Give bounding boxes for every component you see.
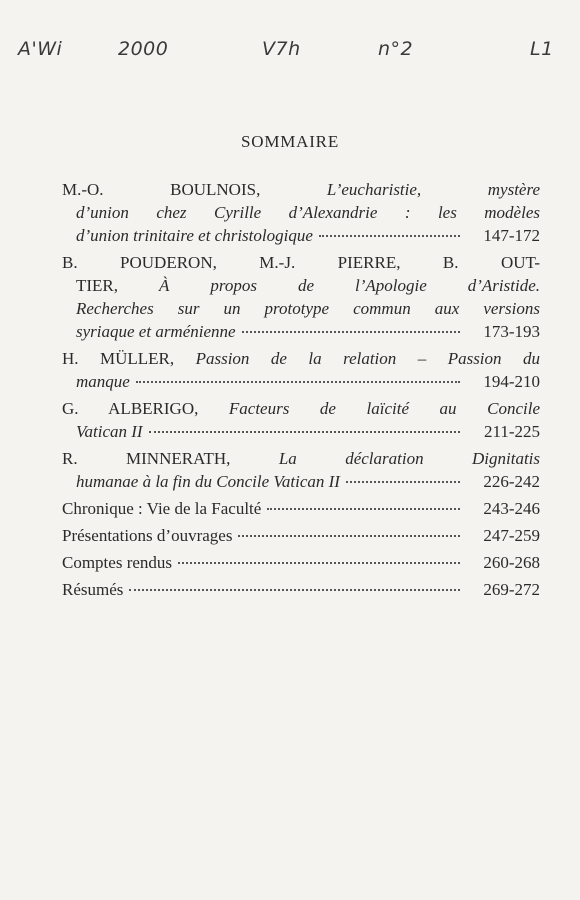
toc-line	[62, 551, 540, 574]
handwritten-issue: n°2	[378, 38, 414, 60]
toc-line-text	[62, 349, 540, 368]
toc-line	[62, 447, 540, 470]
page-range: 194-210	[483, 372, 540, 391]
page-range: 269-272	[483, 580, 540, 599]
toc-line-text	[62, 578, 123, 601]
dot-leader	[346, 481, 460, 483]
toc-entry	[62, 578, 540, 601]
toc-line-text	[76, 276, 540, 295]
toc-entry	[62, 397, 540, 443]
page-title: SOMMAIRE	[240, 132, 340, 151]
dot-leader	[136, 381, 460, 383]
toc-author: Présentations d’ouvrages	[62, 526, 233, 545]
toc-line	[62, 578, 540, 601]
toc-line-text	[76, 224, 313, 247]
page-range: 243-246	[483, 499, 540, 518]
toc-line-text	[76, 320, 236, 343]
toc-author: H. MÜLLER,	[62, 349, 175, 368]
toc-article-title: Facteurs de laïcité au Concile	[228, 399, 540, 418]
toc-line	[62, 274, 540, 297]
handwritten-year: 2000	[118, 38, 169, 60]
toc-article-title: L’eucharistie, mystère	[326, 180, 540, 199]
page-range: 147-172	[483, 226, 540, 245]
toc-line	[62, 178, 540, 201]
page-range: 260-268	[483, 553, 540, 572]
toc-line	[62, 347, 540, 370]
dot-leader	[178, 562, 460, 564]
toc-line	[62, 370, 540, 393]
dot-leader	[242, 331, 460, 333]
dot-leader	[267, 508, 460, 510]
toc-article-title: Recherches sur un prototype commun aux versions	[76, 299, 540, 318]
toc-line	[62, 297, 540, 320]
toc-author: M.-O. BOULNOIS,	[62, 180, 261, 199]
toc-line	[62, 201, 540, 224]
toc-line-text	[62, 497, 261, 520]
table-of-contents	[62, 178, 540, 605]
toc-line	[62, 470, 540, 493]
toc-line	[62, 497, 540, 520]
dot-leader	[319, 235, 460, 237]
toc-line-text	[62, 551, 172, 574]
toc-entry	[62, 524, 540, 547]
toc-line-text	[76, 370, 130, 393]
toc-article-title: manque	[76, 372, 130, 391]
toc-entry	[62, 251, 540, 343]
toc-author: Chronique : Vie de la Faculté	[62, 499, 262, 518]
toc-line	[62, 397, 540, 420]
page-range: 211-225	[483, 422, 540, 441]
toc-line-text	[76, 299, 540, 318]
toc-entry	[62, 497, 540, 520]
toc-line-text	[62, 449, 540, 468]
toc-line-text	[62, 253, 540, 272]
toc-article-title: humanae à la fin du Concile Vatican II	[76, 472, 340, 491]
page-range: 247-259	[483, 526, 540, 545]
toc-article-title: Vatican II	[76, 422, 143, 441]
handwritten-mark: L1	[530, 38, 554, 60]
toc-article-title: d’union trinitaire et christologique	[76, 226, 313, 245]
toc-entry	[62, 447, 540, 493]
toc-line-text	[62, 524, 232, 547]
toc-line	[62, 224, 540, 247]
handwritten-note: A'Wi	[18, 38, 63, 60]
toc-line-text	[62, 180, 540, 199]
toc-author: R. MINNERATH,	[62, 449, 231, 468]
toc-author: B. POUDERON, M.-J. PIERRE, B. OUT-	[62, 253, 540, 272]
toc-author: G. ALBERIGO,	[62, 399, 199, 418]
toc-article-title: À propos de l’Apologie d’Aristide.	[159, 276, 540, 295]
page-range: 226-242	[483, 472, 540, 491]
toc-entry	[62, 178, 540, 247]
toc-author: Résumés	[62, 580, 124, 599]
handwritten-volume: V7h	[262, 38, 301, 60]
toc-line	[62, 524, 540, 547]
toc-entry	[62, 347, 540, 393]
toc-article-title: Passion de la relation – Passion du	[195, 349, 540, 368]
toc-article-title: d’union chez Cyrille d’Alexandrie : les modèles	[76, 203, 540, 222]
toc-line-text	[76, 470, 340, 493]
toc-author: TIER,	[76, 276, 119, 295]
toc-author: Comptes rendus	[62, 553, 173, 572]
toc-line-text	[76, 420, 143, 443]
dot-leader	[149, 431, 460, 433]
page-range: 173-193	[483, 322, 540, 341]
toc-article-title: syriaque et arménienne	[76, 322, 236, 341]
toc-line-text	[62, 399, 540, 418]
toc-line	[62, 420, 540, 443]
dot-leader	[238, 535, 460, 537]
toc-line-text	[76, 203, 540, 222]
toc-line	[62, 320, 540, 343]
dot-leader	[129, 589, 460, 591]
toc-entry	[62, 551, 540, 574]
toc-line	[62, 251, 540, 274]
toc-article-title: La déclaration Dignitatis	[278, 449, 541, 468]
